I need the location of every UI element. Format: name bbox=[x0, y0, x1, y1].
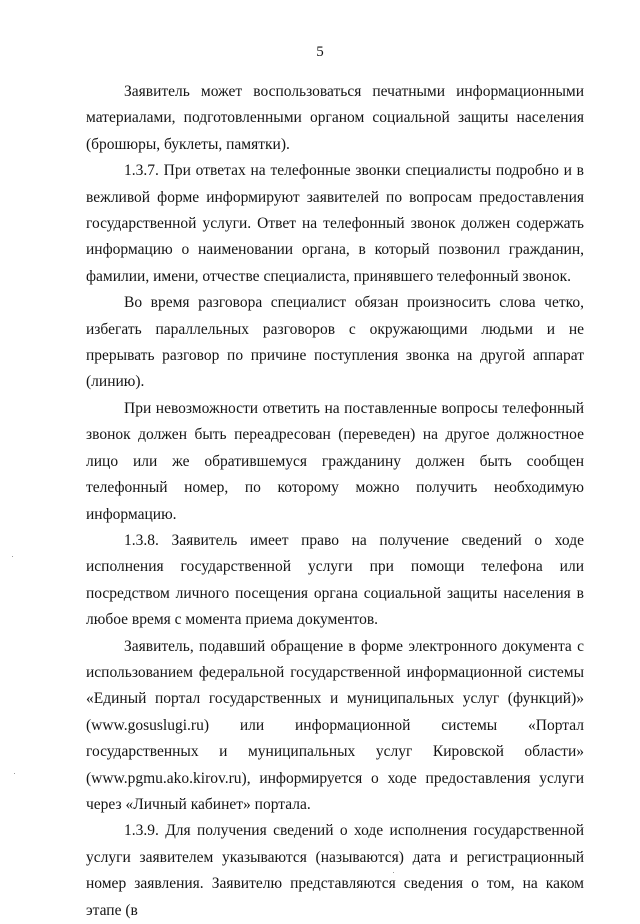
scan-speck bbox=[12, 556, 13, 557]
paragraph-printed-materials: Заявитель может воспользоваться печатными информационными материалами, подготовленными органом социальной защиты населения (брошюры, буклеты, памятки). bbox=[86, 83, 584, 153]
paragraph-1-3-9-application-status: 1.3.9. Для получения сведений о ходе исполнения государственной услуги заявителем указываются (называются) дата и регистрационный номер заявления. Заявителю представляются сведения о том, на каком этапе (в bbox=[86, 822, 584, 919]
paragraph-electronic-application: Заявитель, подавший обращение в форме электронного документа с использованием федеральной государственной информационной системы «Единый портал государственных и муниципальных услуг (функций)» (www.gosuslugi.ru) или информационной системы «Портал государственных и муниципальных услуг Кировской области» (www.pgmu.ako.kirov.ru), информируется о ходе предоставления услуги через «Личный кабинет» портала. bbox=[86, 637, 584, 813]
scan-speck bbox=[393, 872, 394, 873]
paragraph-1-3-7-phone-calls: 1.3.7. При ответах на телефонные звонки специалисты подробно и в вежливой форме информируют заявителей по вопросам предоставления государственной услуги. Ответ на телефонный звонок должен содержать информацию о наименовании органа, в который позвонил гражданин, фамилии, имени, отчестве специалиста, принявшего телефонный звонок. bbox=[86, 162, 584, 285]
paragraph-1-3-8-status-info: 1.3.8. Заявитель имеет право на получение сведений о ходе исполнения государственной услуги при помощи телефона или посредством личного посещения органа социальной защиты населения в любое время с момента приема документов. bbox=[86, 531, 584, 629]
document-body bbox=[86, 79, 584, 924]
paragraph-call-redirect: При невозможности ответить на поставленные вопросы телефонный звонок должен быть переадресован (переведен) на другое должностное лицо или же обратившемуся гражданину должен быть сообщен телефонный номер, по которому можно получить необходимую информацию. bbox=[86, 399, 584, 523]
scan-speck bbox=[14, 773, 15, 774]
page-number: 5 bbox=[316, 44, 324, 60]
paragraph-conversation-rules: Во время разговора специалист обязан произносить слова четко, избегать параллельных разговоров с окружающими людьми и не прерывать разговор по причине поступления звонка на другой аппарат (линию). bbox=[86, 294, 584, 391]
